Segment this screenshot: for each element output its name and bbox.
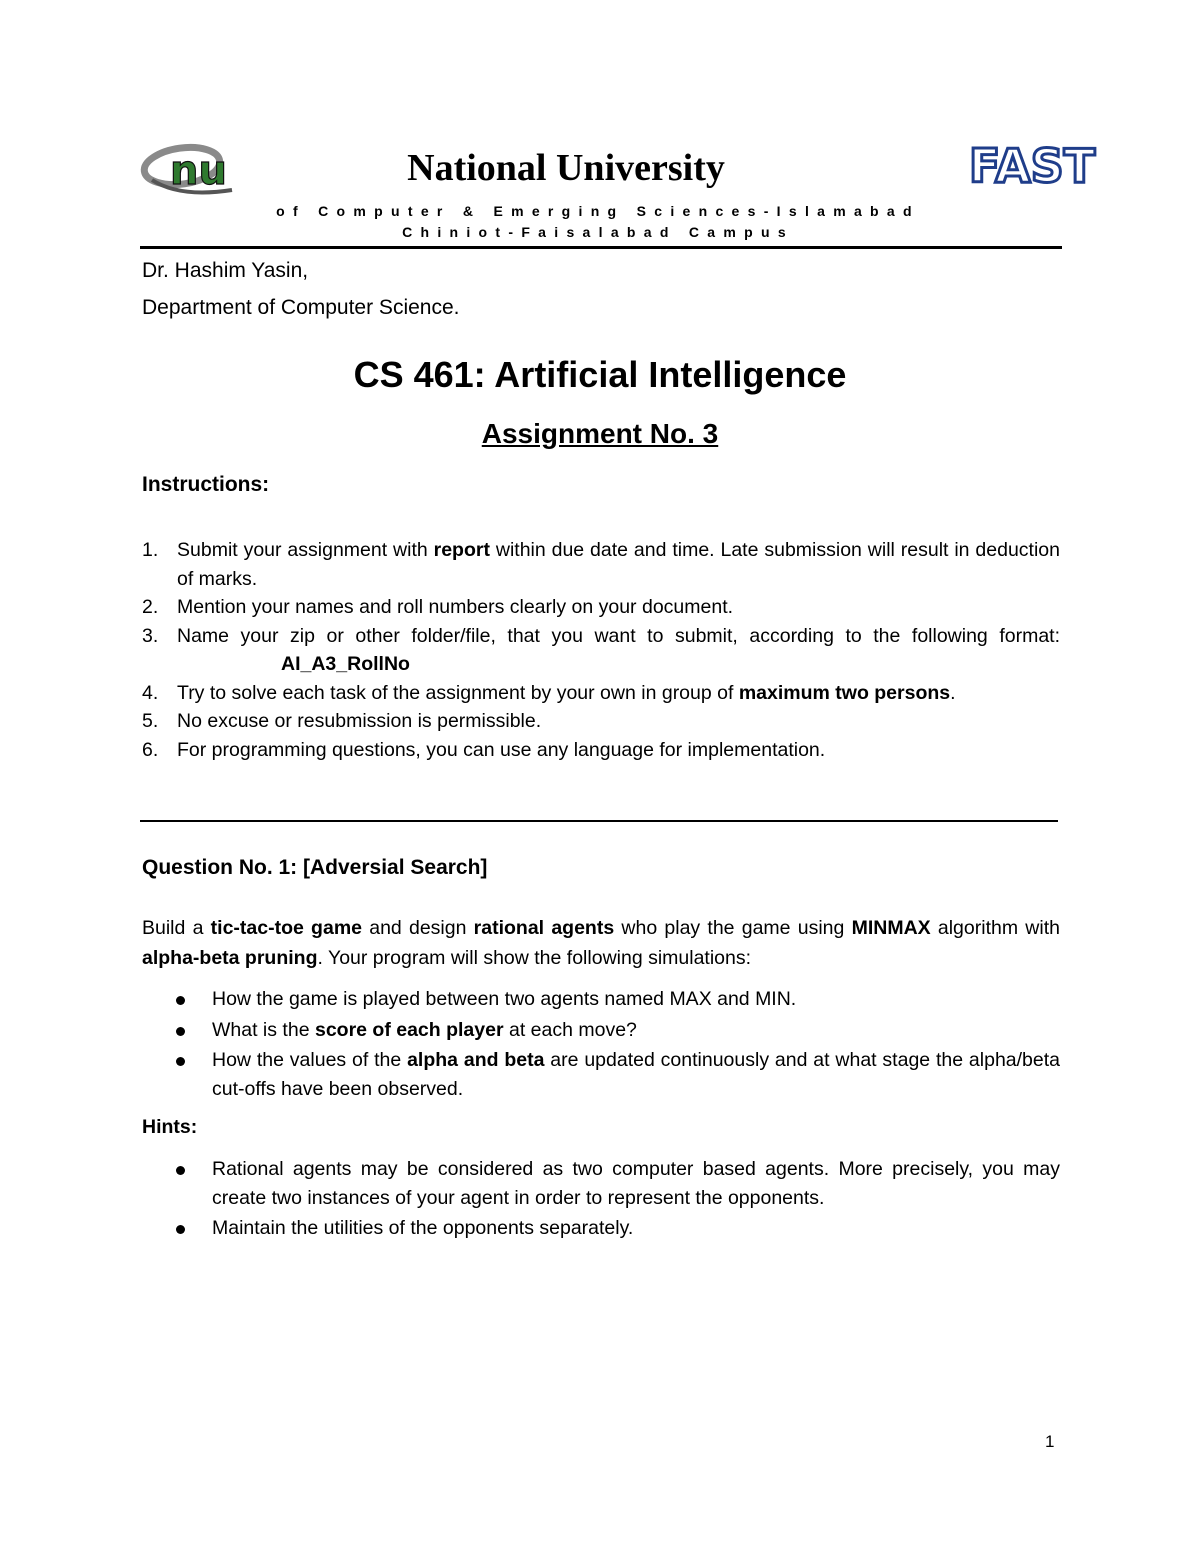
intro-text: Build a <box>142 917 211 939</box>
intro-text: . Your program will show the following simulations: <box>317 947 752 969</box>
assignment-title: Assignment No. 3 <box>481 418 719 449</box>
hint-text: Maintain the utilities of the opponents separately. <box>212 1217 634 1239</box>
bullet-icon <box>176 1225 185 1234</box>
fast-logo-text: FAST <box>968 139 1096 193</box>
instruction-text: Name your zip or other folder/file, that you want to submit, according to the following format: <box>177 624 1060 647</box>
fast-logo <box>968 139 1096 193</box>
list-number: 5. <box>142 710 159 732</box>
instruction-item <box>142 679 1060 708</box>
list-number: 3. <box>142 624 159 647</box>
university-name: National University <box>407 147 725 189</box>
page-number: 1 <box>1045 1432 1055 1451</box>
intro-bold: MINMAX <box>851 917 931 939</box>
bullet-text: What is the <box>212 1018 315 1041</box>
intro-bold: rational agents <box>473 917 615 939</box>
hints-list <box>142 1155 1060 1245</box>
bullet-text: are updated continuously and at what stage the alpha/beta cut-offs have been observed. <box>212 1049 1061 1100</box>
instruction-text: For programming questions, you can use any language for implementation. <box>177 738 826 761</box>
hints-heading: Hints: <box>142 1116 198 1138</box>
list-number: 2. <box>142 596 159 618</box>
bullet-bold: score of each player <box>314 1018 504 1041</box>
instruction-item <box>142 593 1060 622</box>
list-number: 4. <box>142 681 159 704</box>
instructions-list <box>142 536 1060 764</box>
list-item <box>142 1046 1060 1103</box>
instruction-bold: report <box>433 539 490 561</box>
bullet-text: How the game is played between two agents named MAX and MIN. <box>212 988 797 1010</box>
bullet-icon <box>176 1057 185 1066</box>
bullet-icon <box>176 1166 185 1175</box>
university-subtitle-line1: of Computer & Emerging Sciences-Islamabad <box>276 203 920 219</box>
list-number: 1. <box>142 539 159 561</box>
header-rule <box>140 246 1062 249</box>
instruction-item <box>142 736 1060 765</box>
instruction-text: No excuse or resubmission is permissible. <box>177 710 542 732</box>
author-department: Department of Computer Science. <box>142 296 460 319</box>
question-heading: Question No. 1: [Adversial Search] <box>142 856 488 879</box>
instruction-text: Submit your assignment with <box>177 539 434 561</box>
bullet-icon <box>176 1027 185 1036</box>
list-item <box>142 985 1060 1014</box>
instruction-item <box>142 622 1060 679</box>
intro-bold: alpha-beta pruning <box>142 947 318 969</box>
list-item <box>142 1155 1060 1212</box>
instruction-text: . <box>950 681 956 704</box>
list-item <box>142 1016 1060 1045</box>
list-number: 6. <box>142 738 159 761</box>
intro-bold: tic-tac-toe game <box>210 917 362 939</box>
course-title: CS 461: Artificial Intelligence <box>353 354 847 395</box>
intro-text: who play the game using <box>614 917 852 939</box>
nu-logo-text: nu <box>170 148 227 194</box>
simulation-list <box>142 985 1060 1105</box>
hint-text: Rational agents may be considered as two computer based agents. More precisely, you may create two instances of your agent in order to represent the opponents. <box>212 1158 1060 1209</box>
list-item <box>142 1214 1060 1243</box>
university-subtitle-line2: Chiniot-Faisalabad Campus <box>402 224 794 240</box>
section-divider <box>140 820 1058 822</box>
instruction-text: Mention your names and roll numbers clearly on your document. <box>177 596 734 618</box>
bullet-text: at each move? <box>503 1018 637 1041</box>
bullet-icon <box>176 996 185 1005</box>
instruction-bold: maximum two persons <box>738 681 951 704</box>
instruction-item <box>142 536 1060 593</box>
bullet-text: How the values of the <box>212 1049 408 1071</box>
intro-text: algorithm with <box>930 917 1060 939</box>
intro-text: and design <box>362 917 474 939</box>
instruction-item <box>142 707 1060 736</box>
author-block <box>142 252 459 326</box>
question-intro <box>142 913 1060 973</box>
instructions-heading: Instructions: <box>142 473 270 496</box>
author-name: Dr. Hashim Yasin, <box>142 259 309 282</box>
bullet-bold: alpha and beta <box>407 1049 545 1071</box>
instruction-text: within due date and time. Late submission will result in deduction of marks. <box>177 539 1060 590</box>
file-name-format: AI_A3_RollNo <box>281 653 410 675</box>
instruction-text: Try to solve each task of the assignment by your own in group of <box>177 681 739 704</box>
